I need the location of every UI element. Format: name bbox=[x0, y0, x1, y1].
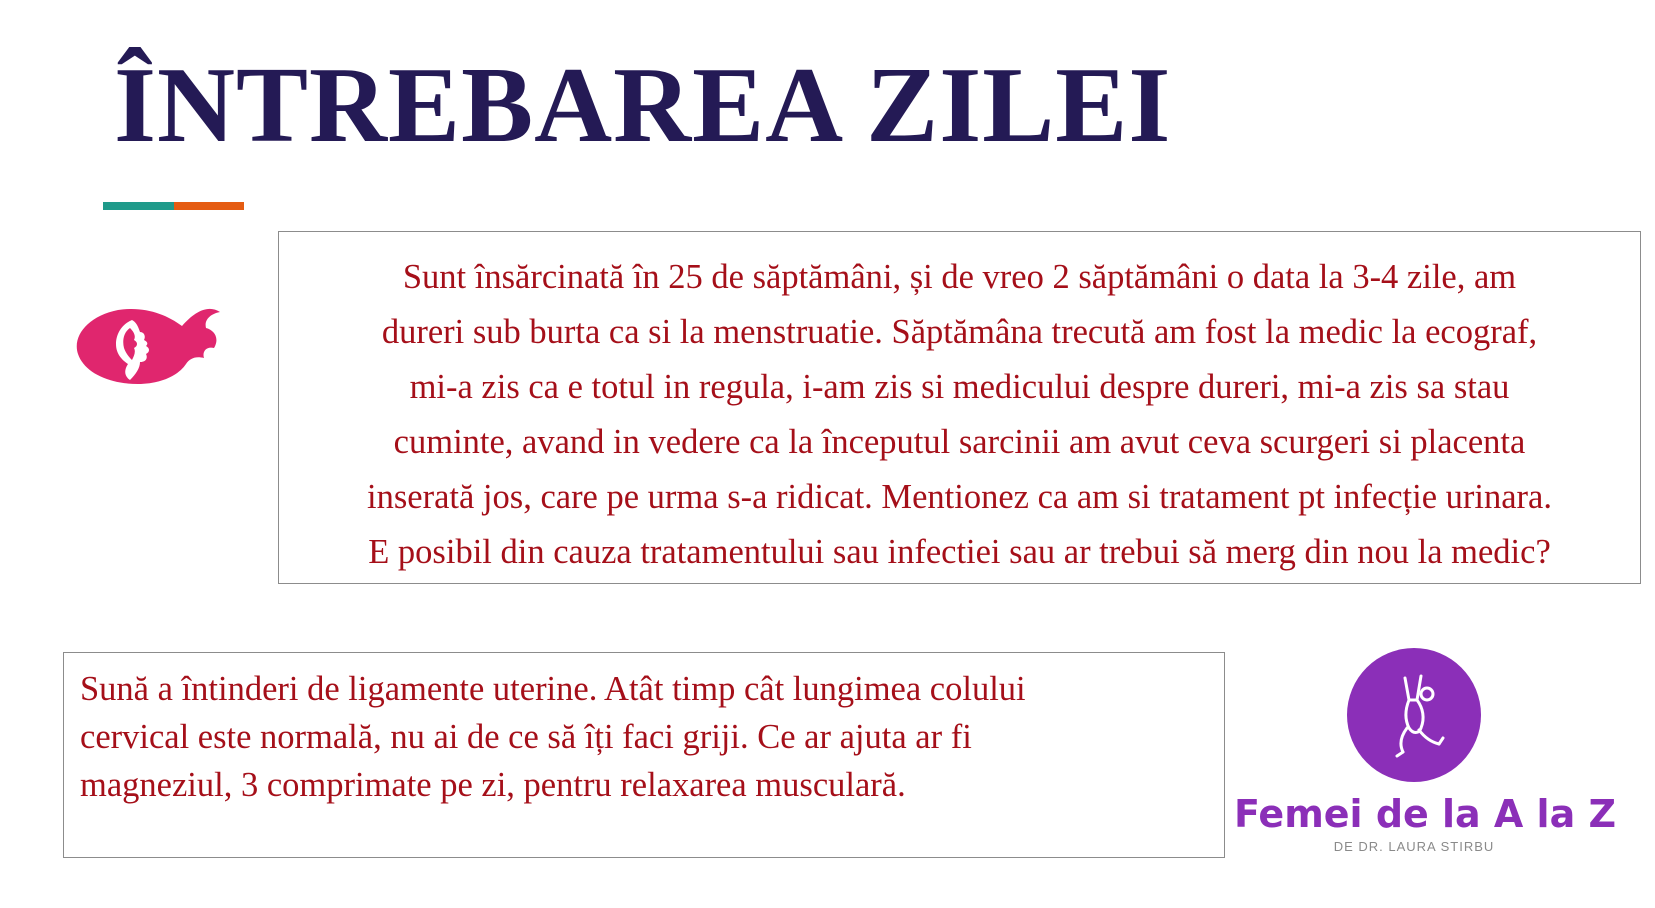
brand-subtitle: DE DR. LAURA STIRBU bbox=[1333, 839, 1495, 854]
answer-line: magneziul, 3 comprimate pe zi, pentru relaxarea musculară. bbox=[80, 766, 906, 804]
answer-line: cervical este normală, nu ai de ce să îți faci griji. Ce ar ajuta ar fi bbox=[80, 718, 972, 756]
question-line: Sunt însărcinată în 25 de săptămâni, și de vreo 2 săptămâni o data la 3-4 zile, am bbox=[402, 258, 1517, 296]
question-line: dureri sub burta ca si la menstruatie. Săptămâna trecută am fost la medic la ecograf, bbox=[381, 313, 1538, 351]
answer-line: Sună a întinderi de ligamente uterine. Atât timp cât lungimea colului bbox=[80, 670, 1026, 708]
brand-logo bbox=[1234, 646, 1617, 866]
question-line: cuminte, avand in vedere ca la începutul sarcinii am avut ceva scurgeri si placenta bbox=[393, 423, 1526, 461]
question-line: E posibil din cauza tratamentului sau infectiei sau ar trebui să merg din nou la medic? bbox=[368, 533, 1551, 571]
dancing-woman-icon bbox=[1347, 648, 1481, 782]
question-line: mi-a zis ca e totul in regula, i-am zis si medicului despre dureri, mi-a zis sa stau bbox=[409, 368, 1510, 406]
title-accent-teal bbox=[103, 202, 174, 210]
question-line: inserată jos, care pe urma s-a ridicat. Mentionez ca am si tratament pt infecție urinara. bbox=[367, 478, 1552, 516]
title-accent-orange bbox=[174, 202, 244, 210]
question-box bbox=[278, 231, 1641, 584]
answer-box bbox=[63, 652, 1225, 858]
brand-name: Femei de la A la Z bbox=[1234, 792, 1617, 836]
woman-hair-profile-icon bbox=[74, 306, 220, 386]
page-title: ÎNTREBAREA ZILEI bbox=[114, 46, 1172, 165]
